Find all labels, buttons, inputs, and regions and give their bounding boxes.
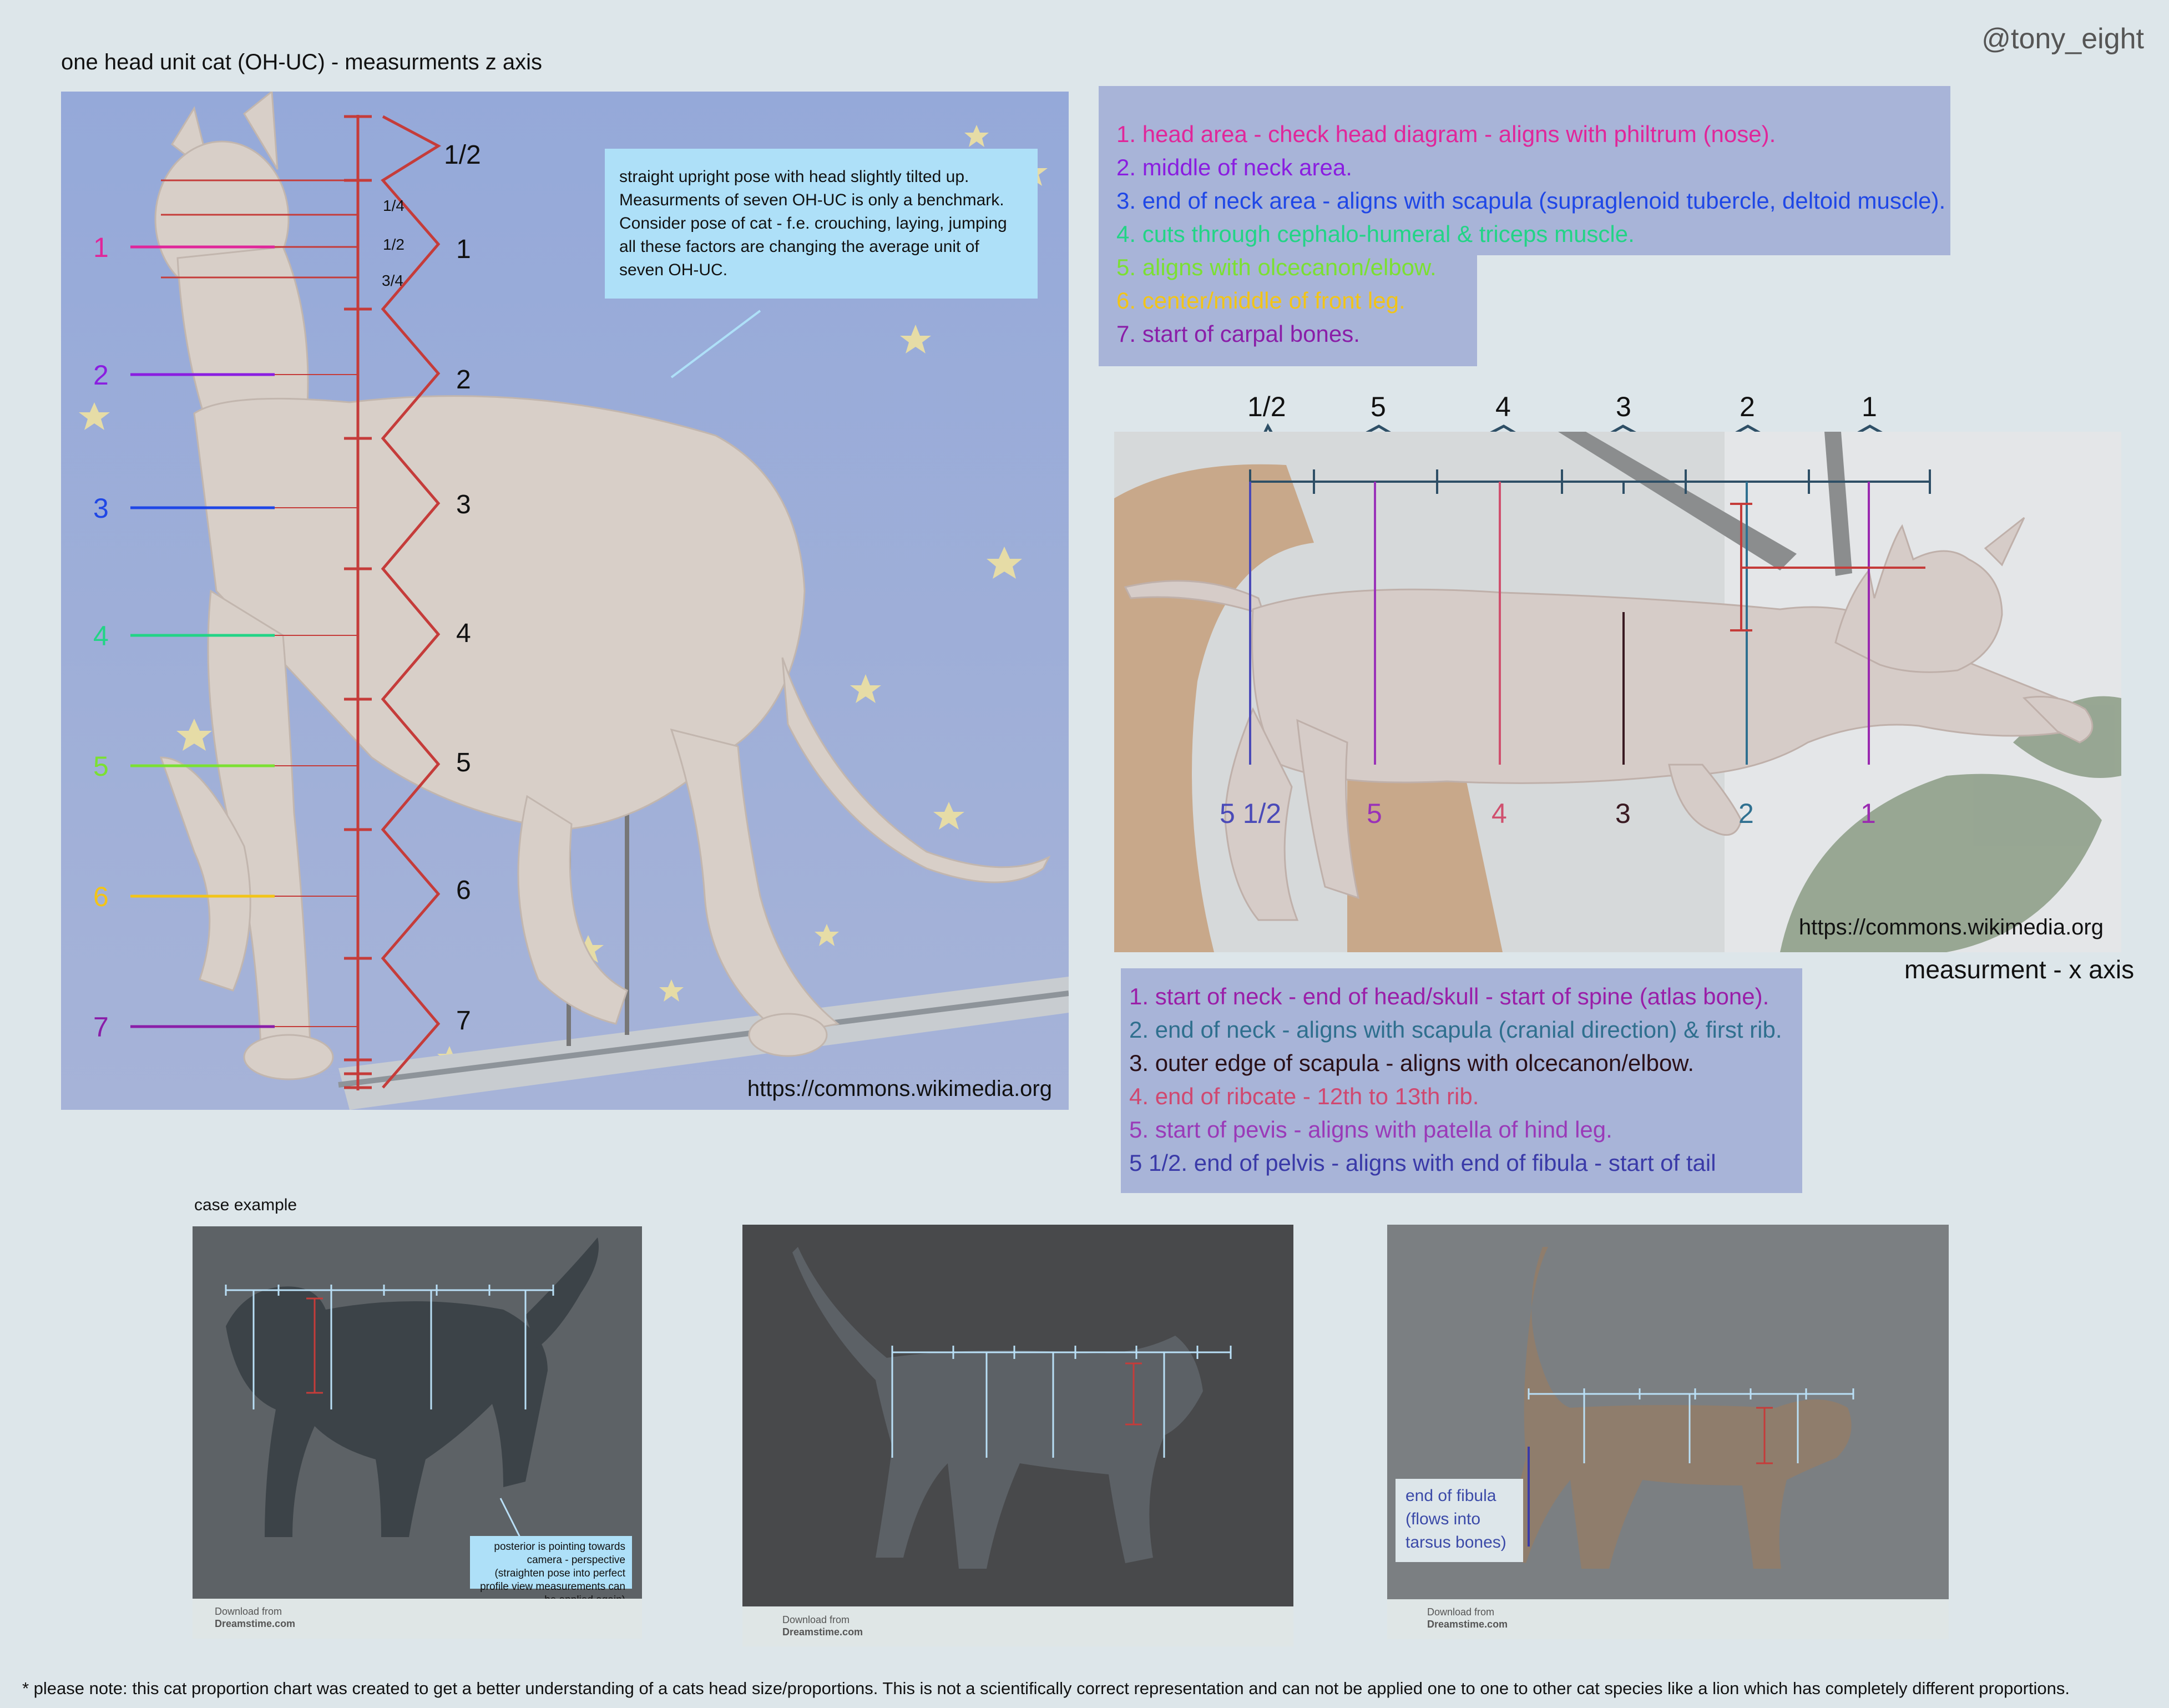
- x-legend-item-6: 5 1/2. end of pelvis - aligns with end of fibula - start of tail: [1129, 1150, 1716, 1176]
- pose-note: straight upright pose with head slightly tilted up. Measurments of seven OH-UC is only a benchmark. Consider pose of cat - f.e. crouching, laying, jumping all these factors are changing the average unit of seven OH-UC.: [605, 149, 1038, 299]
- z-side-number-5: 5: [93, 751, 109, 782]
- z-unit-label-half: 1/2: [444, 140, 481, 170]
- case-3-footer-download: Download from: [1427, 1606, 1495, 1618]
- x-axis-label: measurment - x axis: [1904, 955, 2135, 984]
- z-legend-item-5: 5. aligns with olcecanon/elbow.: [1116, 254, 1437, 280]
- x-legend-item-4: 4. end of ribcate - 12th to 13th rib.: [1129, 1083, 1479, 1109]
- z-legend-item-4: 4. cuts through cephalo-humeral & triceps muscle.: [1116, 221, 1635, 247]
- case-3-footer-site: Dreamstime.com: [1427, 1619, 1508, 1630]
- z-side-number-4: 4: [93, 620, 109, 651]
- z-legend-item-1: 1. head area - check head diagram - aligns with philtrum (nose).: [1116, 121, 1776, 147]
- x-legend-item-1: 1. start of neck - end of head/skull - start of spine (atlas bone).: [1129, 983, 1769, 1009]
- z-legend-item-3: 3. end of neck area - aligns with scapula (supraglenoid tubercle, deltoid muscle).: [1116, 188, 1946, 214]
- z-legend-item-2: 2. middle of neck area.: [1116, 154, 1352, 180]
- x-top-label-2: 2: [1740, 391, 1755, 422]
- cat-silhouette-case-1: [226, 1237, 599, 1537]
- x-top-label-half: 1/2: [1247, 391, 1286, 422]
- x-top-label-4: 4: [1495, 391, 1511, 422]
- cat-silhouette-case-3: [1504, 1247, 1852, 1569]
- head-fraction-half: 1/2: [383, 236, 405, 253]
- x-top-label-3: 3: [1616, 391, 1631, 422]
- x-axis-photo-panel: [1114, 432, 2121, 952]
- case-2-diagram: [742, 1225, 1293, 1646]
- z-unit-label-1: 1: [456, 235, 471, 264]
- case-3-diagram: [1387, 1225, 1949, 1639]
- x-legend-item-3: 3. outer edge of scapula - aligns with olcecanon/elbow.: [1129, 1050, 1694, 1076]
- case-1-footer-download: Download from: [215, 1606, 282, 1617]
- x-bottom-label-2: 2: [1738, 798, 1754, 829]
- x-legend-item-5: 5. start of pevis - aligns with patella of hind leg.: [1129, 1116, 1612, 1143]
- z-side-number-1: 1: [93, 232, 109, 263]
- case-3-callout: end of fibula (flows into tarsus bones): [1396, 1479, 1523, 1562]
- z-side-number-6: 6: [93, 881, 109, 912]
- z-side-number-3: 3: [93, 493, 109, 524]
- x-bottom-label-1: 1: [1860, 798, 1876, 829]
- x-legend-item-2: 2. end of neck - aligns with scapula (cranial direction) & first rib.: [1129, 1017, 1782, 1043]
- x-photo-credit: https://commons.wikimedia.org: [1798, 915, 2104, 939]
- head-fraction-three-quarter: 3/4: [382, 272, 403, 289]
- z-side-number-2: 2: [93, 360, 109, 391]
- x-bottom-label-4: 4: [1491, 798, 1507, 829]
- head-fraction-quarter: 1/4: [383, 197, 405, 214]
- x-bottom-label-3: 3: [1615, 798, 1631, 829]
- x-bottom-label-5: 5: [1367, 798, 1382, 829]
- z-unit-label-4: 4: [456, 619, 471, 648]
- case-example-2: [742, 1225, 1293, 1646]
- z-axis-title: one head unit cat (OH-UC) - measurments z axis: [61, 50, 542, 74]
- footnote: * please note: this cat proportion chart was created to get a better understanding of a cats head size/proportions. This is not a scientifically correct representation and can not be applied one to one to other cat species like a lion which has completely different proportions.: [22, 1679, 2070, 1698]
- z-unit-label-7: 7: [456, 1006, 471, 1035]
- case-1-callout: posterior is pointing towards camera - perspective (straighten pose into perfect profile view measurements can: [470, 1536, 632, 1589]
- case-2-footer-download: Download from: [782, 1614, 850, 1625]
- case-example-1: [193, 1226, 642, 1639]
- z-unit-label-2: 2: [456, 365, 471, 395]
- case-2-footer-site: Dreamstime.com: [782, 1626, 863, 1638]
- case-example-3: [1387, 1225, 1949, 1639]
- author-handle: @tony_eight: [1981, 23, 2144, 55]
- z-side-number-7: 7: [93, 1012, 109, 1043]
- x-axis-diagram: [1114, 432, 2121, 952]
- x-bottom-label-5-half: 5 1/2: [1220, 798, 1282, 829]
- z-legend-item-7: 7. start of carpal bones.: [1116, 321, 1360, 347]
- z-unit-label-5: 5: [456, 748, 471, 777]
- x-top-label-1: 1: [1862, 391, 1877, 422]
- x-top-label-5: 5: [1371, 391, 1386, 422]
- case-example-label: case example: [194, 1196, 297, 1214]
- z-unit-label-3: 3: [456, 490, 471, 519]
- cat-silhouette-case-2: [792, 1247, 1203, 1569]
- z-photo-credit: https://commons.wikimedia.org: [747, 1077, 1052, 1101]
- z-legend-item-6: 6. center/middle of front leg.: [1116, 287, 1405, 314]
- case-1-footer-site: Dreamstime.com: [215, 1618, 296, 1629]
- z-unit-label-6: 6: [456, 876, 471, 905]
